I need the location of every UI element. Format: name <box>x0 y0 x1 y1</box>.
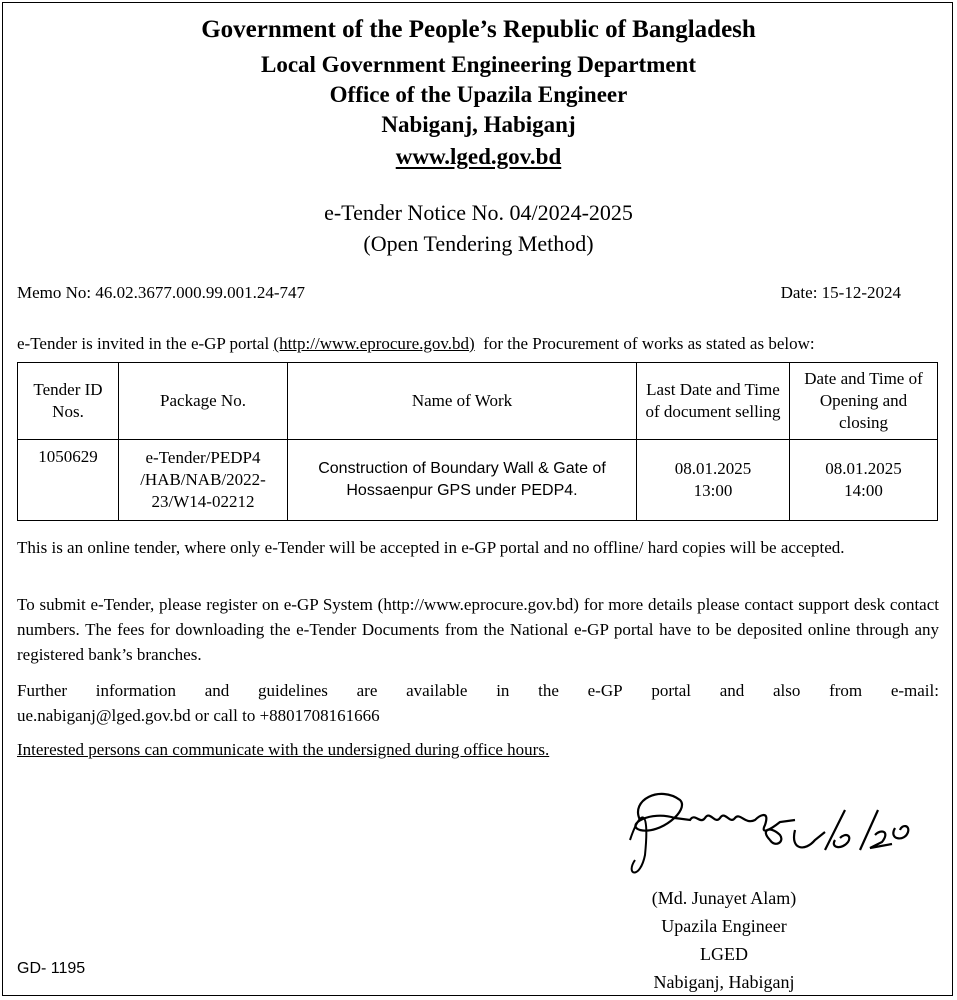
intro-after: for the Procurement of works as stated as below: <box>474 334 815 353</box>
header-department: Local Government Engineering Department <box>260 52 697 77</box>
signatory-org: LGED <box>700 944 748 964</box>
further-info-word: e-mail: <box>890 681 939 700</box>
further-info-word: and <box>204 681 230 700</box>
further-info-word: also <box>772 681 801 700</box>
open-date-value: 08.01.2025 <box>825 459 902 478</box>
table-row <box>18 440 938 521</box>
further-info-word: available <box>406 681 468 700</box>
intro-before: e-Tender is invited in the e-GP portal <box>17 334 274 353</box>
header-government: Government of the People’s Republic of Bangladesh <box>201 16 756 43</box>
further-info-word: from <box>829 681 863 700</box>
cell-package: e-Tender/PEDP4 /HAB/NAB/2022-23/W14-02212 <box>119 440 288 521</box>
paragraph-registration: To submit e-Tender, please register on e-GP System (http://www.eprocure.gov.bd) for more details please contact support desk contact numbers. The fees for downloading the e-Tender Documents from the National e-GP portal have to be deposited online through any registered bank’s branches. <box>17 595 939 664</box>
header-work: Name of Work <box>288 363 637 440</box>
notice-method: (Open Tendering Method) <box>363 231 594 256</box>
last-date-value: 08.01.2025 <box>674 459 752 478</box>
further-info-word: in <box>496 681 510 700</box>
signatory-name: (Md. Junayet Alam) <box>651 888 797 908</box>
website-link[interactable]: www.lged.gov.bd <box>395 144 562 169</box>
signatory-block <box>604 884 844 996</box>
header-location: Nabiganj, Habiganj <box>381 112 576 137</box>
table-header-row <box>18 363 938 440</box>
tender-table <box>17 362 938 521</box>
notice-title: e-Tender Notice No. 04/2024-2025 <box>324 200 633 225</box>
header-website[interactable] <box>0 144 957 170</box>
further-info-word: information <box>95 681 177 700</box>
further-info-word: are <box>356 681 378 700</box>
header-package: Package No. <box>119 363 288 440</box>
last-time-value: 13:00 <box>693 481 733 500</box>
header-tender-id: Tender ID Nos. <box>18 363 119 440</box>
header-last-date: Last Date and Time of document selling <box>637 363 790 440</box>
memo-number: Memo No: 46.02.3677.000.99.001.24-747 <box>17 283 306 302</box>
further-info-line2: ue.nabiganj@lged.gov.bd or call to +8801708161666 <box>17 706 380 725</box>
cell-last-date <box>637 440 790 521</box>
paragraph-further-info <box>17 678 939 728</box>
cell-tender-id: 1050629 <box>18 440 119 521</box>
further-info-word: and <box>719 681 745 700</box>
open-time-value: 14:00 <box>844 481 883 500</box>
header-office: Office of the Upazila Engineer <box>329 82 628 107</box>
cell-opening <box>790 440 938 521</box>
paragraph-contact: Interested persons can communicate with the undersigned during office hours. <box>17 740 550 759</box>
notice-date: Date: 15-12-2024 <box>780 283 901 302</box>
gd-number: GD- 1195 <box>17 960 86 977</box>
signatory-place: Nabiganj, Habiganj <box>653 972 795 992</box>
signature-image <box>620 780 940 890</box>
further-info-word: e-GP <box>587 681 623 700</box>
paragraph-online-tender: This is an online tender, where only e-Tender will be accepted in e-GP portal and no offline/ hard copies will be accepted. <box>17 538 845 557</box>
further-info-word: Further <box>17 681 68 700</box>
header-opening: Date and Time of Opening and closing <box>790 363 938 440</box>
eprocure-link[interactable]: (http://www.eprocure.gov.bd) <box>273 334 475 353</box>
intro-text <box>17 334 947 354</box>
further-info-line1 <box>17 678 939 703</box>
further-info-word: the <box>538 681 559 700</box>
cell-work: Construction of Boundary Wall & Gate of Hossaenpur GPS under PEDP4. <box>288 440 637 521</box>
signatory-designation: Upazila Engineer <box>661 916 787 936</box>
further-info-word: portal <box>651 681 691 700</box>
further-info-word: guidelines <box>258 681 328 700</box>
